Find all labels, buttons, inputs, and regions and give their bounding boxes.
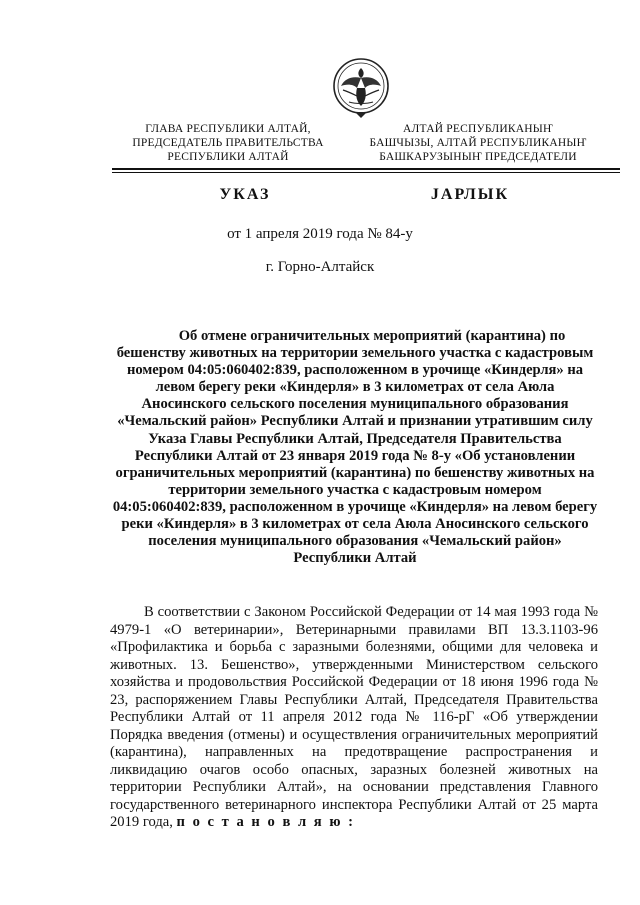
header-divider-thin [112,172,620,173]
document-type-altai: JАРЛЫК [430,186,510,203]
decree-heading [112,328,598,567]
header-divider-thick [112,168,620,170]
decree-resolve-word: п о с т а н о в л я ю : [176,814,356,830]
header-left-line: ПРЕДСЕДАТЕЛЬ ПРАВИТЕЛЬСТВА [132,137,324,149]
decree-heading-text: Об отмене ограничительных мероприятий (карантина) по бешенству животных на территории земельного участка с кадастровым номером 04:05:060402:839, расположенном в урочище «Киндерля» на левом берегу реки «Киндерля» в 3 километрах от села Аюла Аносинского сельского поселения муниципального образования «Чемальский район» Республики Алтай и признании утратившим силу Указа Главы Республики Алтай, Председателя Правительства Республики Алтай от 23 января 2019 года № 8-у «Об установлении ограничительных мероприятий (карантина) по бешенству животных на территории земельного участка с кадастровым номером 04:05:060402:839, расположенном в урочище «Киндерля» на левом берегу реки «Киндерля» в 3 километрах от села Аюла Аносинского сельского поселения муниципального образования «Чемальский район» Республики Алтай [112,328,598,567]
coat-of-arms-emblem [331,56,391,122]
header-right-line: БАШЧЫЗЫ, АЛТАЙ РЕСПУБЛИКАНЫҤ [369,137,587,149]
decree-body-text: В соответствии с Законом Российской Федерации от 14 мая 1993 года № 4979-1 «О ветеринарии», Ветеринарными правилами ВП 13.3.1103-96 «Профилактика и борьба с заразными болезнями, общими для человека и животных. 13. Бешенство», утвержденными Министерством сельского хозяйства и продовольствия Российской Федерации от 18 июня 1996 года № 23, распоряжением Главы Республики Алтай, Председателя Правительства Республики Алтай от 11 апреля 2012 года № 116-рГ «Об утверждении Порядка введения (отмены) и осуществления ограничительных мероприятий (карантина), направленных на предотвращение распространения и ликвидацию очагов особо опасных, заразных болезней животных на территории Республики Алтай», на основании представления Главного государственного ветеринарного инспектора Республики Алтай от 25 марта 2019 года, [110,604,598,830]
decree-date-number: от 1 апреля 2019 года № 84-у [227,226,413,242]
header-left-line: ГЛАВА РЕСПУБЛИКИ АЛТАЙ, [145,123,311,135]
header-right-block [358,122,598,164]
document-type-russian: УКАЗ [219,186,271,203]
header-right-line: БАШКАРУЗЫНЫҤ ПРЕДСЕДАТЕЛИ [379,151,577,163]
header-right-line: АЛТАЙ РЕСПУБЛИКАНЫҤ [403,123,553,135]
header-left-line: РЕСПУБЛИКИ АЛТАЙ [167,151,289,163]
decree-city: г. Горно-Алтайск [265,259,375,275]
header-left-block [118,122,338,164]
decree-body-paragraph [110,604,598,832]
